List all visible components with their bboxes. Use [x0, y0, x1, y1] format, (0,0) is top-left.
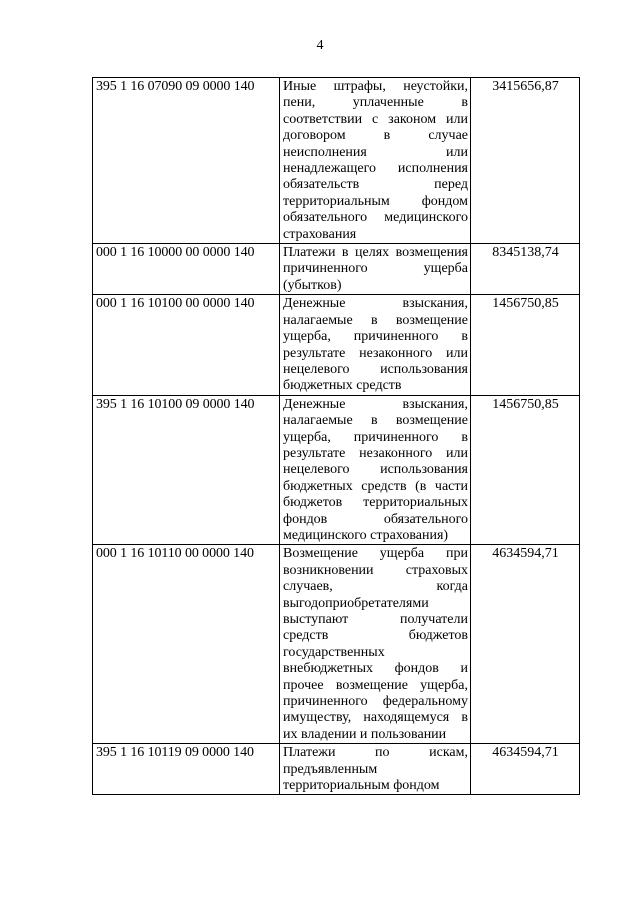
table-row [93, 295, 580, 395]
budget-code-cell: 395 1 16 10100 09 0000 140 [93, 395, 280, 545]
table-row [93, 395, 580, 545]
description-cell [280, 744, 471, 795]
description-cell: Денежные взыскания, налагаемые в возмещение ущерба, причиненного в результате незаконного или нецелевого использования бюджетных средств [280, 295, 471, 395]
amount-cell: 3415656,87 [471, 78, 580, 244]
description-text: Платежи по искам, предъявленным территориальным фондом [283, 745, 468, 794]
amount-cell: 1456750,85 [471, 395, 580, 545]
description-cell: Платежи в целях возмещения причиненного ущерба (убытков) [280, 244, 471, 295]
amount-cell: 4634594,71 [471, 545, 580, 744]
table-row [93, 744, 580, 795]
amount-cell: 1456750,85 [471, 295, 580, 395]
amount-cell: 4634594,71 [471, 744, 580, 795]
budget-code-cell: 395 1 16 10119 09 0000 140 [93, 744, 280, 795]
budget-code-cell: 000 1 16 10100 00 0000 140 [93, 295, 280, 395]
budget-code-cell: 000 1 16 10000 00 0000 140 [93, 244, 280, 295]
description-cell: Денежные взыскания, налагаемые в возмещение ущерба, причиненного в результате незаконного или нецелевого использования бюджетных средств (в части бюджетов территориальных фондов обязательного медицинского страхования) [280, 395, 471, 545]
page-number: 4 [316, 38, 324, 53]
description-cell: Иные штрафы, неустойки, пени, уплаченные в соответствии с законом или договором в случае неисполнения или ненадлежащего исполнения обязательств перед территориальным фондом обязательного медицинского страхования [280, 78, 471, 244]
table-row [93, 545, 580, 744]
amount-cell: 8345138,74 [471, 244, 580, 295]
budget-code-cell: 395 1 16 07090 09 0000 140 [93, 78, 280, 244]
budget-code-cell: 000 1 16 10110 00 0000 140 [93, 545, 280, 744]
table-row [93, 244, 580, 295]
description-cell: Возмещение ущерба при возникновении страховых случаев, когда выгодоприобретателями выступают получатели средств бюджетов государственных внебюджетных фондов и прочее возмещение ущерба, причиненного федеральному имуществу, находящемуся в их владении и пользовании [280, 545, 471, 744]
budget-revenue-table [92, 77, 580, 795]
table-row [93, 78, 580, 244]
